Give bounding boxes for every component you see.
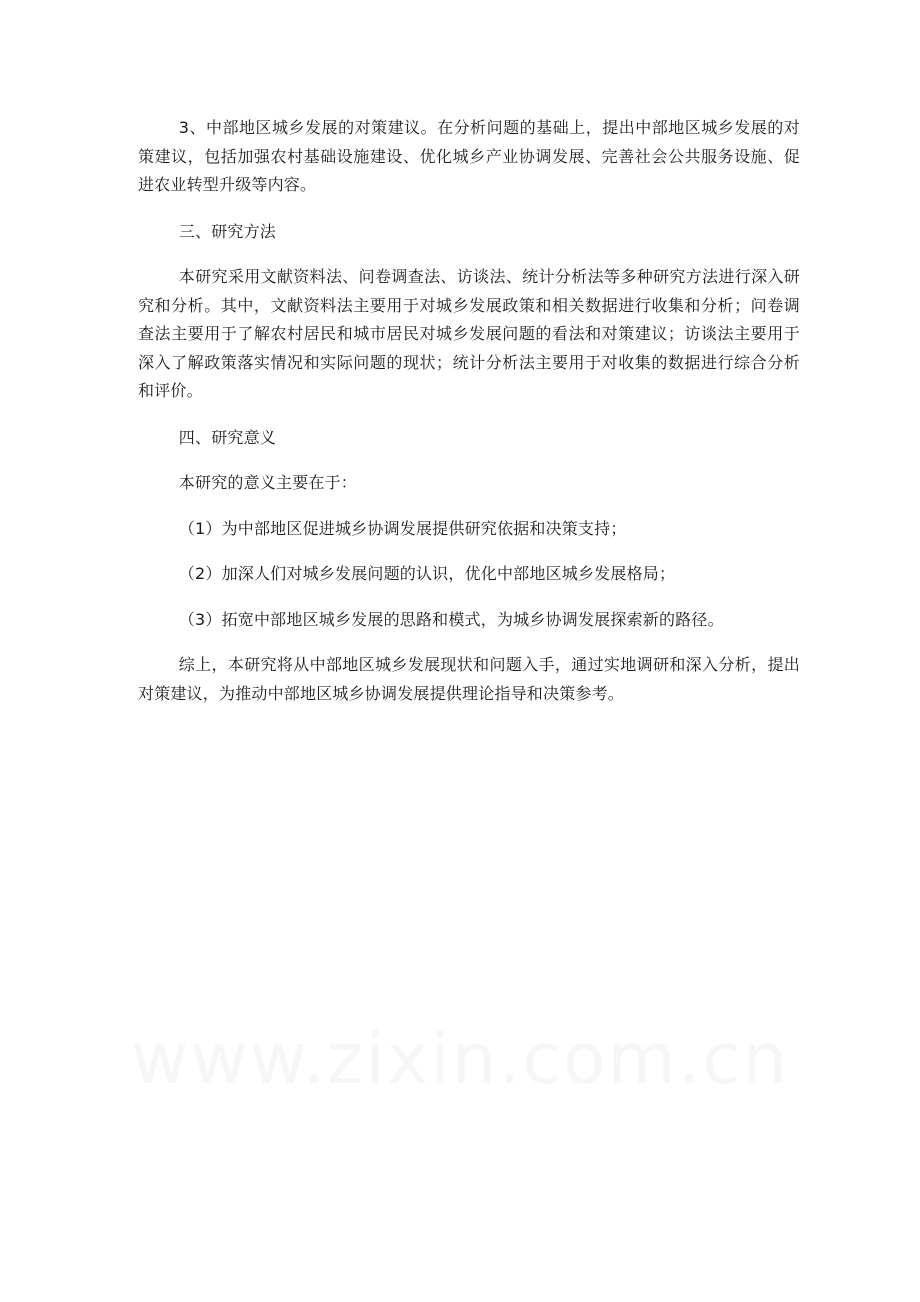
document-body (138, 114, 800, 726)
section-heading-significance: 四、研究意义 (178, 427, 276, 447)
significance-item-3: （3）拓宽中部地区城乡发展的思路和模式，为城乡协调发展探索新的路径。 (178, 609, 724, 629)
section-heading-methods: 三、研究方法 (178, 221, 276, 241)
paragraph-countermeasures: 3、中部地区城乡发展的对策建议。在分析问题的基础上，提出中部地区城乡发展的对策建议，包括加强农村基础设施建设、优化城乡产业协调发展、完善社会公共服务设施、促进农业转型升级等内容。 (138, 118, 800, 194)
significance-item-1: （1）为中部地区促进城乡协调发展提供研究依据和决策支持； (178, 518, 627, 538)
significance-item-2: （2）加深人们对城乡发展问题的认识，优化中部地区城乡发展格局； (178, 564, 676, 583)
watermark-logo: www.zixin.com.cn (131, 1018, 789, 1100)
paragraph-summary: 综上，本研究将从中部地区城乡发展现状和问题入手，通过实地调研和深入分析，提出对策建议，为推动中部地区城乡协调发展提供理论指导和决策参考。 (138, 655, 800, 703)
paragraph-methods: 本研究采用文献资料法、问卷调查法、访谈法、统计分析法等多种研究方法进行深入研究和分析。其中，文献资料法主要用于对城乡发展政策和相关数据进行收集和分析；问卷调查法主要用于了解农村居民和城市居民对城乡发展问题的看法和对策建议；访谈法主要用于深入了解政策落实情况和实际问题的现状；统计分析法主要用于对收集的数据进行综合分析和评价。 (138, 267, 800, 400)
paragraph-significance-intro: 本研究的意义主要在于： (178, 473, 357, 492)
